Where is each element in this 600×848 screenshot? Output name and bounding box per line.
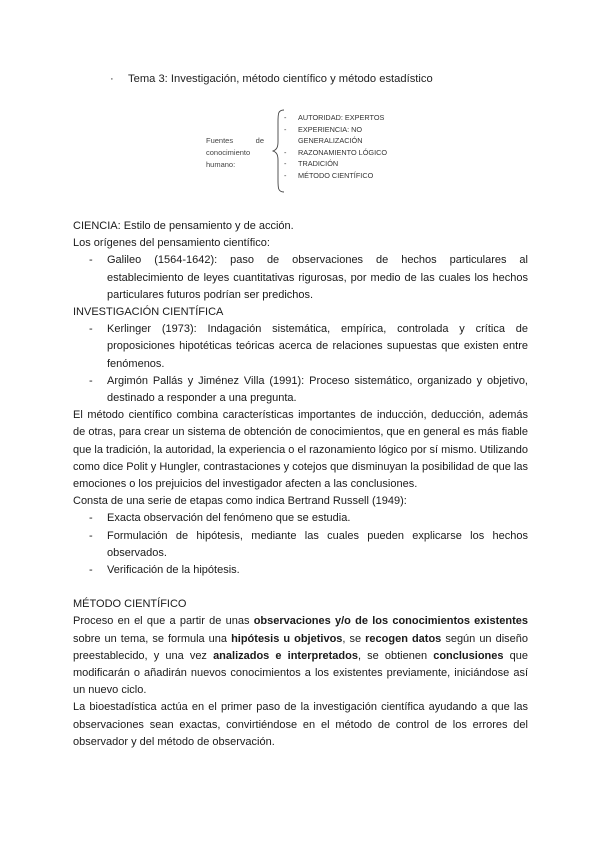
diagram-list [282,112,387,181]
diagram-item: - RAZONAMIENTO LÓGICO [284,147,388,157]
diagram-item: - AUTORIDAD: EXPERTOS [284,113,385,122]
spacer [73,579,528,596]
investigacion-heading: INVESTIGACIÓN CIENTÍFICA [73,306,224,319]
diagram-label-word1: Fuentes [206,136,234,145]
knowledge-sources-diagram [200,108,420,198]
topic-title [110,73,433,85]
list-item-etapa: - Exacta observación del fenómeno que se estudia. [89,512,351,525]
bioestadistica-paragraph: La bioestadística actúa en el primer paso de la investigación científica ayudando a que las observaciones sean exactas, convirtiéndose en el método de control de los errores del observador y del método de observación. [73,701,528,748]
ciencia-definition: CIENCIA: Estilo de pensamiento y de acción. [73,220,294,232]
title-text: Tema 3: Investigación, método científico y método estadístico [128,73,433,85]
diagram-item: - MÉTODO CIENTÍFICO [284,170,374,180]
list-item-kerlinger: - Kerlinger (1973): Indagación sistemática, empírica, controlada y crítica de proposiciones hipotéticas teóricas acerca de relaciones supuestas que existen entre fenómenos. [89,323,528,370]
document-body [73,218,528,751]
metodo-paragraph: El método científico combina características importantes de inducción, deducción, además de otras, para crear un sistema de obtención de conocimientos, que en general es más fiable que la tradición, la autoridad, la experiencia o el razonamiento lógico por sí mismo. Utilizando como dice Polit y Hungler, contrastaciones y cotejos que disminuyan la posibilidad de que las emociones o los prejuicios del investigador afecten a las conclusiones. [73,409,528,491]
diagram-item: - EXPERIENCIA: NO [284,124,363,134]
list-item-argimon: - Argimón Pallás y Jiménez Villa (1991): Proceso sistemático, organizado y objetivo, destinado a responder a una pregunta. [89,374,528,405]
diagram-item: - TRADICIÓN [284,159,339,168]
list-item-etapa: - Formulación de hipótesis, mediante las cuales pueden explicarse los hechos observados. [89,529,528,559]
list-item-galileo: - Galileo (1564-1642): paso de observaciones de hechos particulares al establecimiento de leyes cuantitativas rigurosas, por medio de las cuales los hechos particulares futuros podrían ser predichos. [89,254,528,301]
title-bullet: · [110,73,114,85]
etapas-intro: Consta de una serie de etapas como indica Bertrand Russell (1949): [73,495,407,508]
diagram-label-line2: conocimiento [206,148,251,157]
diagram-label-line3: humano: [206,160,236,169]
list-item-etapa: - Verificación de la hipótesis. [89,564,240,577]
diagram-label [206,135,266,171]
origins-heading: Los orígenes del pensamiento científico: [73,237,270,250]
diagram-label-word2: de [255,136,264,145]
metodo-cientifico-heading: MÉTODO CIENTÍFICO [73,598,187,611]
metodo-cientifico-paragraph: Proceso en el que a partir de unas observaciones y/o de los conocimientos existentes sobre un tema, se formula una hipótesis u objetivos, se recogen datos según un diseño preestablecido, y una vez analizados e interpretados, se obtienen conclusiones que modificarán o añadirán nuevos conocimientos a los existentes previamente, iniciándose así un nuevo ciclo. [73,615,528,697]
diagram-item-continuation: GENERALIZACIÓN [298,136,363,145]
